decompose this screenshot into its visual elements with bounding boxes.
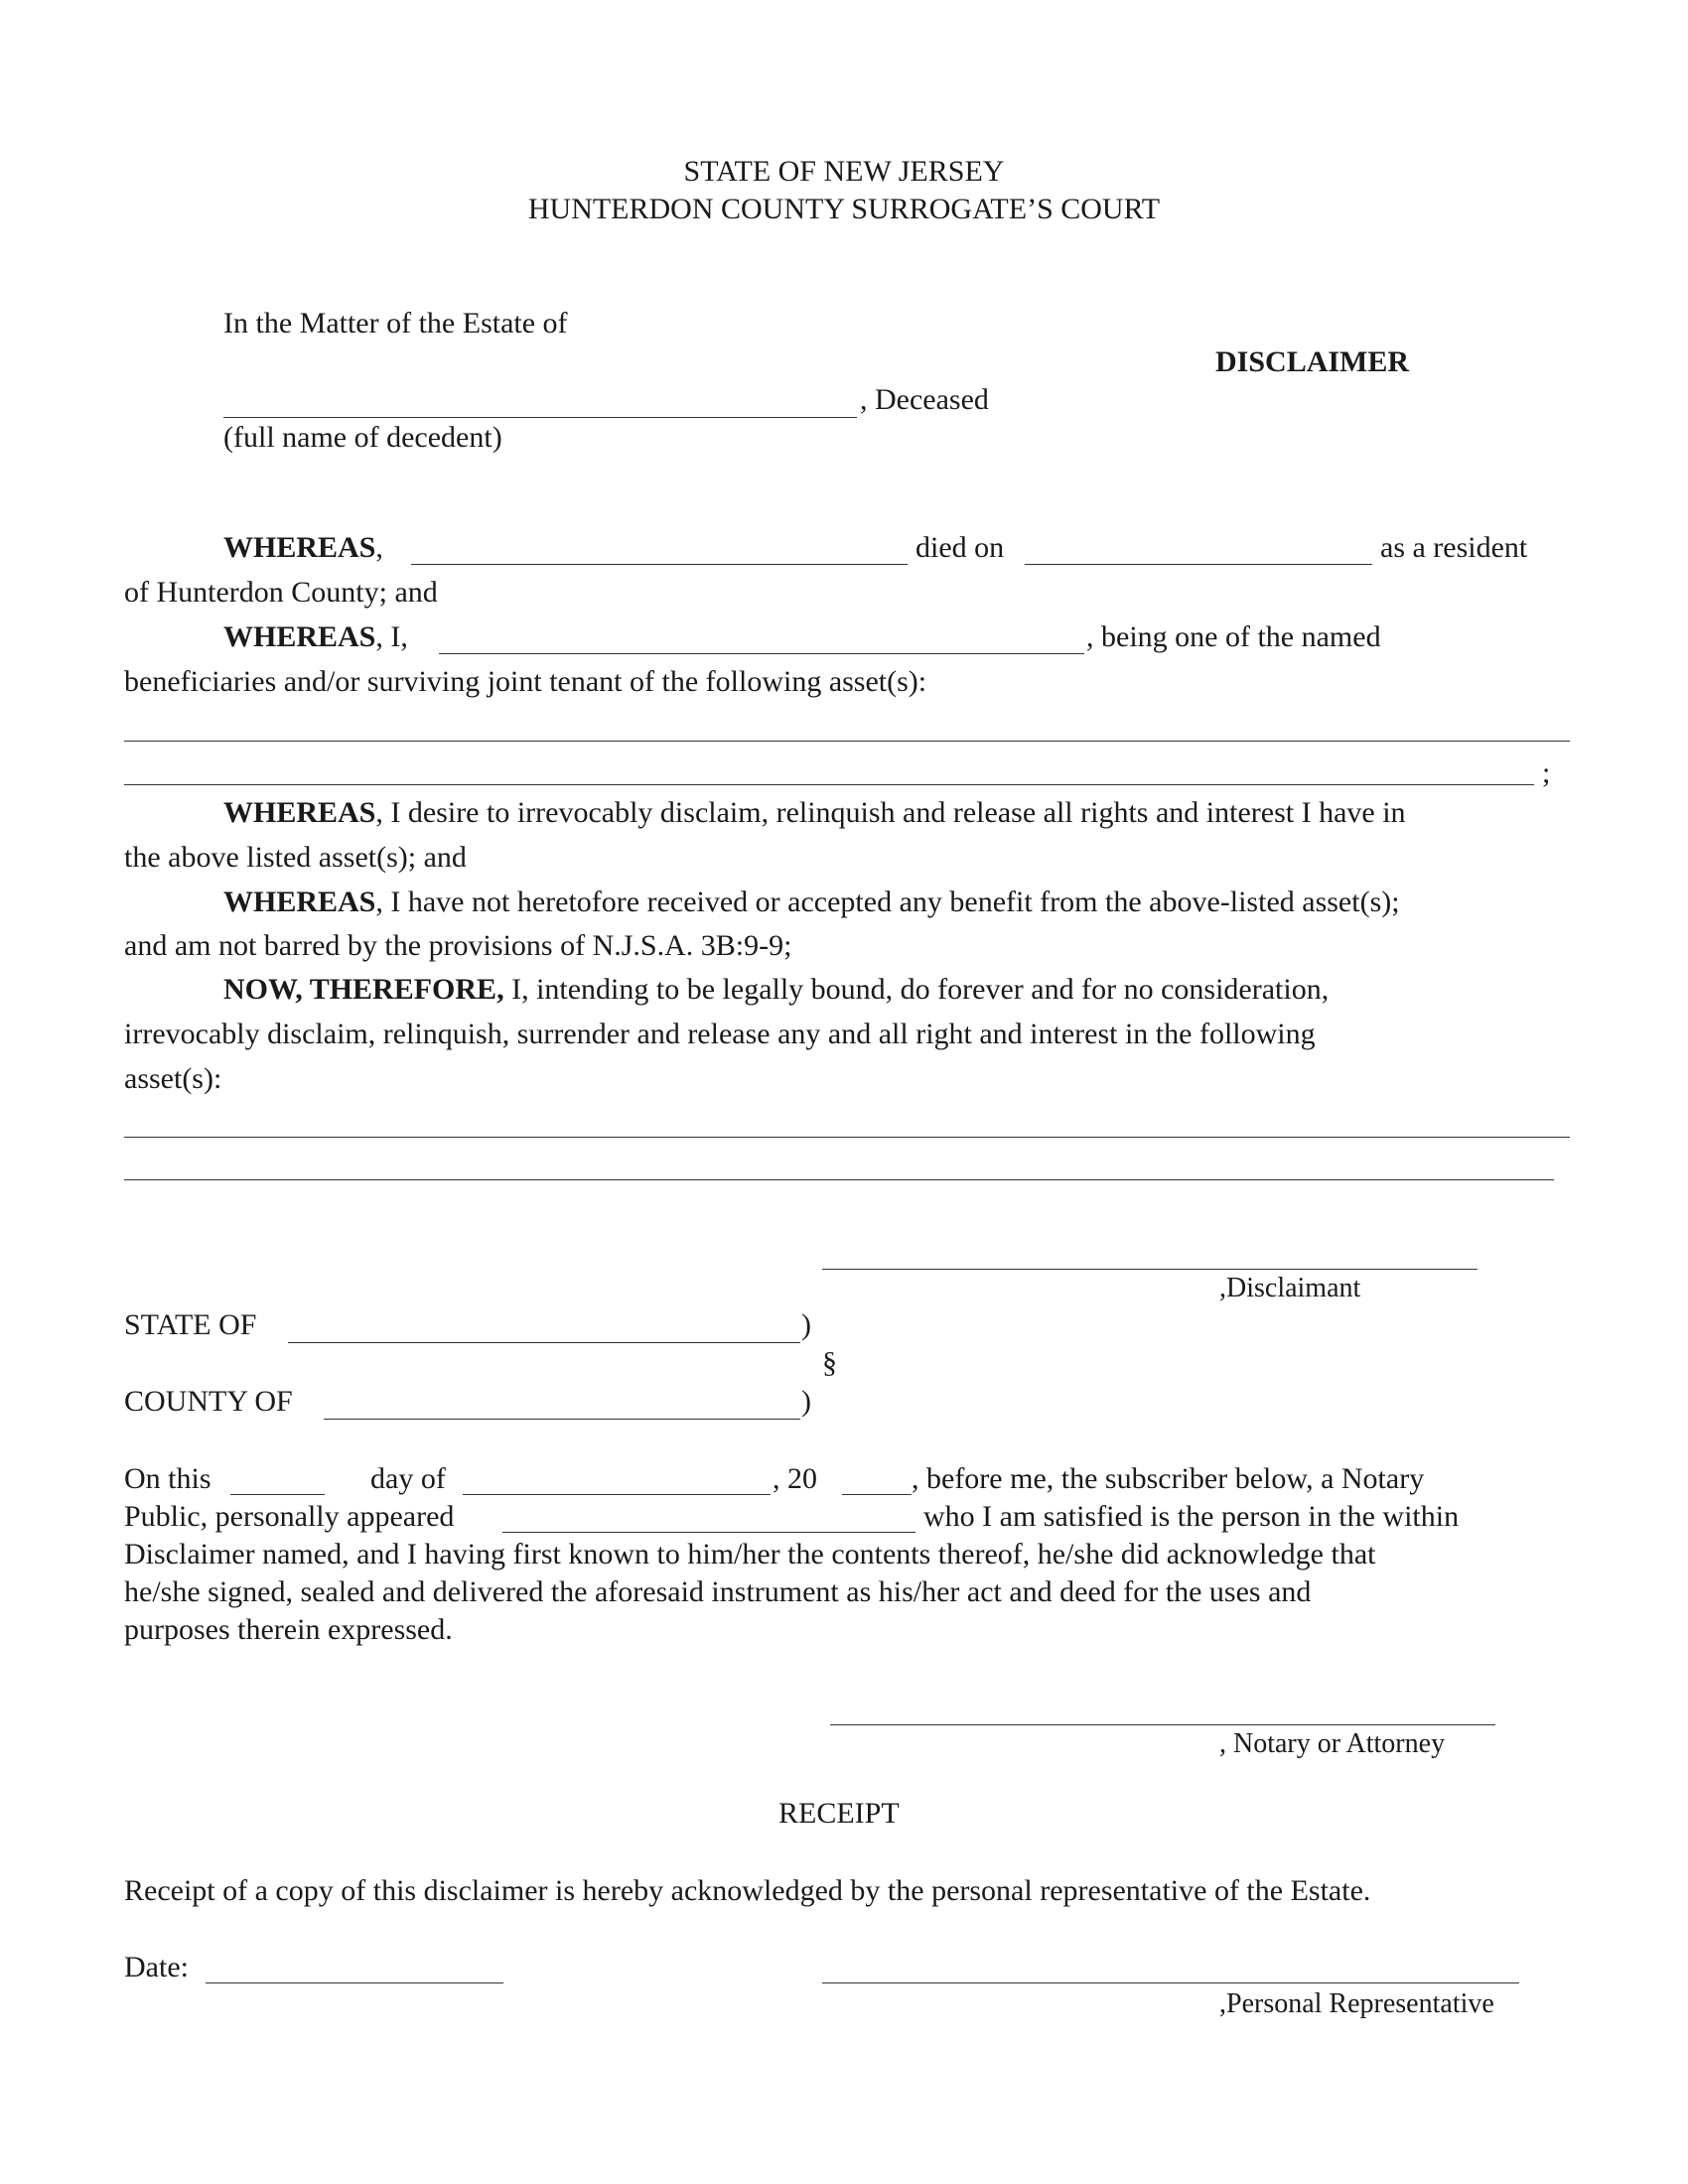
decedent-hint: (full name of decedent) (223, 421, 502, 454)
ack-satisfied: who I am satisfied is the person in the within (923, 1500, 1460, 1533)
county-of-label: COUNTY OF (124, 1385, 293, 1418)
header-state: STATE OF NEW JERSEY (683, 155, 1005, 188)
county-line: of Hunterdon County; and (124, 576, 438, 609)
disclaimed-asset-line-1[interactable] (124, 1137, 1570, 1138)
deceased-label: , Deceased (860, 383, 989, 416)
disclaimed-asset-line-2[interactable] (124, 1179, 1554, 1180)
ack-on-this: On this (124, 1462, 211, 1495)
decedent-name-field[interactable] (223, 417, 857, 418)
state-of-paren: ) (801, 1308, 811, 1341)
personal-rep-label: ,Personal Representative (1219, 1988, 1494, 2019)
whereas-keyword: WHEREAS (223, 620, 376, 653)
county-of-field[interactable] (324, 1419, 800, 1420)
whereas-3 (223, 798, 1406, 828)
whereas-4-line2: and am not barred by the provisions of N.J.S.A. 3B:9-9; (124, 929, 792, 962)
whereas-1 (223, 533, 383, 563)
therefore-keyword: NOW, THEREFORE, (223, 973, 504, 1006)
section-symbol: § (822, 1346, 837, 1379)
ack-day-field[interactable] (230, 1494, 325, 1495)
asset-line-1[interactable] (124, 741, 1570, 742)
whereas-keyword: WHEREAS (223, 796, 376, 829)
receipt-title: RECEIPT (778, 1797, 900, 1830)
state-of-label: STATE OF (124, 1308, 257, 1341)
date-of-death-field[interactable] (1025, 564, 1372, 565)
receipt-text: Receipt of a copy of this disclaimer is hereby acknowledged by the personal representative of the Estate. (124, 1874, 1371, 1907)
whereas-keyword: WHEREAS (223, 886, 376, 918)
whereas-1-name-field[interactable] (411, 564, 908, 565)
notary-signature-line[interactable] (830, 1724, 1495, 1725)
ack-month-field[interactable] (463, 1494, 771, 1495)
whereas-4-text: , I have not heretofore received or accepted any benefit from the above-listed asset(s); (375, 886, 1400, 918)
state-of-field[interactable] (288, 1342, 800, 1343)
document-title: DISCLAIMER (1215, 345, 1410, 378)
beneficiary-name-field[interactable] (439, 653, 1084, 654)
ack-line5: purposes therein expressed. (124, 1613, 453, 1646)
ack-before-me: , before me, the subscriber below, a Notary (912, 1462, 1425, 1495)
notary-label: , Notary or Attorney (1219, 1728, 1446, 1759)
asset-line-2[interactable] (124, 784, 1534, 785)
whereas-3-text: , I desire to irrevocably disclaim, relinquish and release all rights and interest I have in (375, 796, 1406, 829)
ack-line4: he/she signed, sealed and delivered the aforesaid instrument as his/her act and deed for the uses and (124, 1575, 1312, 1608)
whereas-2-lead: , I, (375, 620, 408, 653)
personal-rep-signature-line[interactable] (822, 1982, 1519, 1983)
date-label: Date: (124, 1951, 189, 1983)
comma: , (375, 531, 383, 564)
matter-label: In the Matter of the Estate of (223, 307, 568, 340)
whereas-3-line2: the above listed asset(s); and (124, 841, 467, 874)
header-court: HUNTERDON COUNTY SURROGATE’S COURT (527, 193, 1161, 225)
ack-appeared-field[interactable] (502, 1532, 915, 1533)
whereas-keyword: WHEREAS (223, 531, 376, 564)
whereas-2-line2: beneficiaries and/or surviving joint tenant of the following asset(s): (124, 665, 927, 698)
ack-twenty: , 20 (773, 1462, 817, 1495)
therefore-line3: asset(s): (124, 1062, 222, 1095)
disclaimant-label: ,Disclaimant (1219, 1273, 1361, 1303)
asset-semicolon: ; (1542, 756, 1551, 789)
ack-year-field[interactable] (842, 1494, 912, 1495)
whereas-4 (223, 887, 1400, 917)
died-on-label: died on (915, 531, 1005, 564)
therefore-clause (223, 975, 1329, 1005)
ack-day-of: day of (370, 1462, 446, 1495)
county-of-paren: ) (801, 1385, 811, 1418)
ack-public: Public, personally appeared (124, 1500, 455, 1533)
whereas-2-tail: , being one of the named (1086, 620, 1381, 653)
receipt-date-field[interactable] (206, 1982, 503, 1983)
whereas-2 (223, 622, 408, 652)
as-resident-label: as a resident (1380, 531, 1528, 564)
disclaimant-signature-line[interactable] (822, 1269, 1477, 1270)
therefore-line2: irrevocably disclaim, relinquish, surrender and release any and all right and interest in the following (124, 1018, 1316, 1050)
ack-line3: Disclaimer named, and I having first known to him/her the contents thereof, he/she did acknowledge that (124, 1538, 1376, 1570)
therefore-text: I, intending to be legally bound, do forever and for no consideration, (503, 973, 1330, 1006)
